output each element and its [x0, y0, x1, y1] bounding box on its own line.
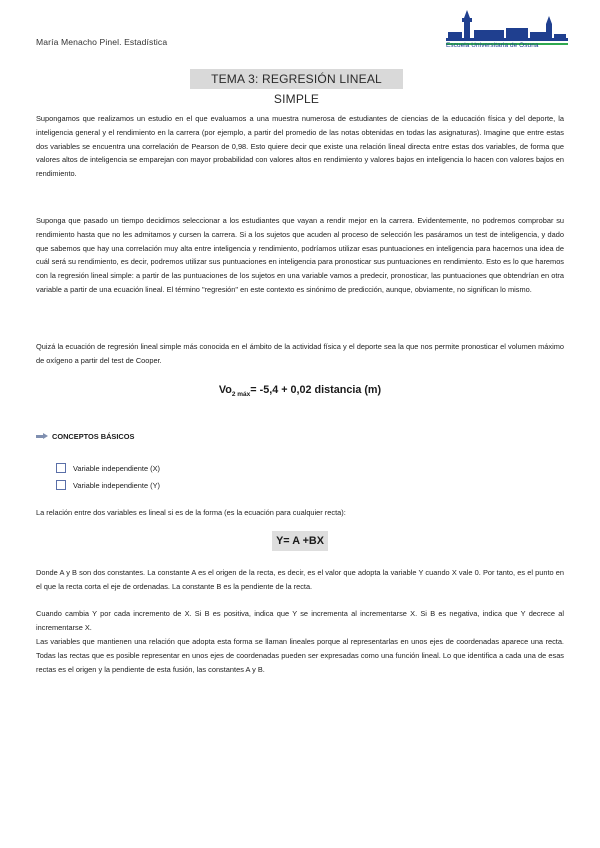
checkbox-icon: [56, 463, 66, 473]
paragraph-linear-relation: La relación entre dos variables es lineal si es de la forma (es la ecuación para cualquier recta):: [36, 508, 346, 517]
formula-lhs: Vo: [218, 384, 232, 396]
paragraph-linear-variables: Las variables que mantienen una relación que adopta esta forma se llaman lineales porque al representarlas en unos ejes de coordenadas aparece una recta. Todas las rectas que es posible representar en unos ejes de coordenadas pueden ser expresadas como una función lineal. Lo que identifica a cada una de esas rectas es el origen y la pendiente de esta fusión, las constantes A y B.: [36, 637, 564, 674]
formula-subscript: 2 máx: [231, 391, 251, 399]
arrow-right-icon: [36, 433, 48, 440]
logo-text: Escuela Universitaria de Osuna: [446, 42, 539, 49]
formula-rhs: = -5,4 + 0,02 distancia (m): [250, 384, 382, 396]
concept-item-label: Variable independiente (Y): [73, 480, 160, 490]
paragraph-cooper: Quizá la ecuación de regresión lineal simple más conocida en el ámbito de la actividad física y el deporte sea la que nos permite pronosticar el volumen máximo de oxígeno a partir del test de Cooper.: [36, 342, 564, 365]
paragraph-intro: Supongamos que realizamos un estudio en el que evaluamos a una muestra numerosa de estudiantes de ciencias de la educación física y del deporte, la inteligencia general y el rendimiento en la carrera (por ejemplo, a partir del promedio de las notas obtenidas en todas las asignaturas). Imagine que entre estas dos variables se encuentra una correlación de Pearson de 0,98. Esto quiere decir que existe una relación lineal directa entre estas dos variables, de forma que valores altos de inteligencia se emparejan con mayor probabilidad con valores altos en rendimiento y valores bajos en inteligencia lo hacen con valores bajos en rendimiento.: [36, 114, 564, 179]
concepts-heading-label: CONCEPTOS BÁSICOS: [52, 432, 135, 441]
paragraph-slope: Cuando cambia Y por cada incremento de X. Si B es positiva, indica que Y se incrementa al incrementarse X. Si B es negativa, indica que Y decrece al incrementarse X.: [36, 609, 564, 632]
page-title: TEMA 3: REGRESIÓN LINEAL SIMPLE: [190, 69, 403, 89]
concept-item: [56, 463, 160, 473]
checkbox-icon: [56, 480, 66, 490]
formula-vo2: [0, 384, 600, 398]
paragraph-selection: Suponga que pasado un tiempo decidimos seleccionar a los estudiantes que vayan a rendir mejor en la carrera. Evidentemente, no podremos comprobar su rendimiento hasta que no les admitamos y cursen la carrera. Si a los sujetos que acuden al proceso de selección les pasáramos un test de inteligencia, y dado que sabemos que hay una correlación muy alta entre inteligencia y rendimiento, podríamos utilizar esas puntuaciones en inteligencia para hacernos una idea de cuál será su rendimiento, es decir, podremos utilizar sus puntuaciones en inteligencia para pronosticar sus puntuaciones en rendimiento. Esto es lo que haremos con la regresión lineal simple: a partir de las puntuaciones de los sujetos en una variable vamos a predecir, pronosticar, las puntuaciones que obtendrían en otra variable a partir de una ecuación lineal. El término "regresión" en este contexto es sinónimo de predicción, aunque, obviamente, no significan lo mismo.: [36, 216, 564, 294]
concepts-heading: [36, 432, 134, 441]
paragraph-constants: Donde A y B son dos constantes. La constante A es el origen de la recta, es decir, es el valor que adopta la variable Y cuando X vale 0. Por tanto, es el punto en el que la recta corta el eje de ordenadas. La constante B es la pendiente de la recta.: [36, 568, 564, 591]
concept-item-label: Variable independiente (X): [73, 463, 160, 473]
author-header: María Menacho Pinel. Estadística: [36, 37, 168, 47]
concept-item: [56, 480, 160, 490]
formula-line: Y= A +BX: [272, 531, 328, 551]
